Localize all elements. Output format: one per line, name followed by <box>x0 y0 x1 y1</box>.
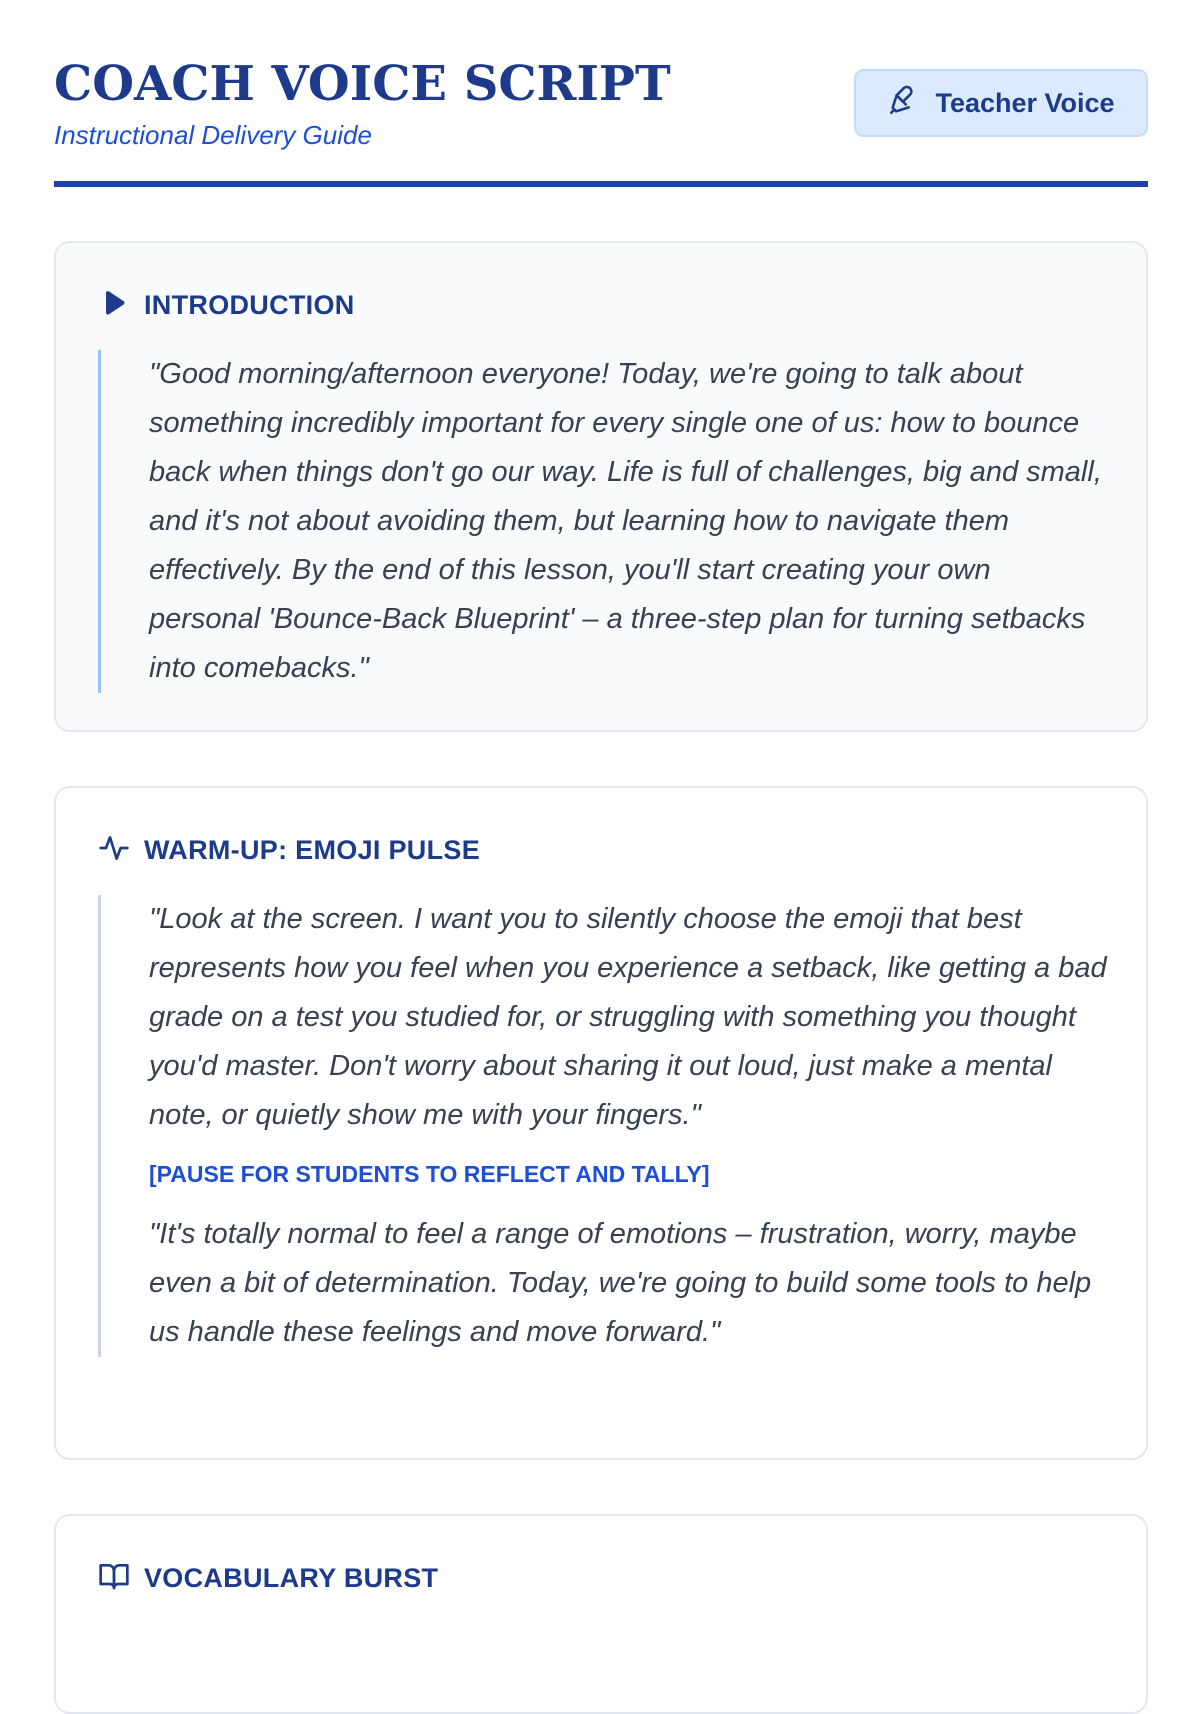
pulse-icon <box>98 832 130 869</box>
introduction-card <box>54 241 1148 732</box>
warm-up-quote-2: "It's totally normal to feel a range of emotions – frustration, worry, maybe even a bit of determination. Today, we're going to build some tools to help us handle these feelings and move forward." <box>149 1218 1092 1348</box>
page-header <box>54 0 1148 188</box>
warm-up-title: WARM-UP: EMOJI PULSE <box>144 835 481 865</box>
microphone-icon <box>887 83 921 124</box>
vocabulary-header <box>98 1560 438 1597</box>
warm-up-header <box>98 832 480 869</box>
teacher-voice-label: Teacher Voice <box>935 87 1115 118</box>
introduction-quote-block <box>98 350 1108 693</box>
pause-cue: [PAUSE FOR STUDENTS TO REFLECT AND TALLY] <box>149 1161 710 1187</box>
script-page <box>54 0 1148 1593</box>
play-icon <box>98 287 130 324</box>
warm-up-quote-block <box>98 895 1108 1357</box>
teacher-voice-button[interactable] <box>854 69 1148 137</box>
page-title: COACH VOICE SCRIPT <box>54 56 671 112</box>
introduction-title: INTRODUCTION <box>144 290 355 320</box>
introduction-header <box>98 287 355 324</box>
vocabulary-card <box>54 1514 1148 1714</box>
page-subtitle: Instructional Delivery Guide <box>54 120 372 150</box>
warm-up-card <box>54 786 1148 1460</box>
book-icon <box>98 1560 130 1597</box>
introduction-quote: "Good morning/afternoon everyone! Today, we're going to talk about something incredibly important for every single one of us: how to bounce back when things don't go our way. Life is full of challenges, big and small, and it's not about avoiding them, but learning how to navigate them effectively. By the end of this lesson, you'll start creating your own personal 'Bounce-Back Blueprint' – a three-step plan for turning setbacks into comebacks." <box>149 358 1102 684</box>
warm-up-quote-1: "Look at the screen. I want you to silently choose the emoji that best represents how you feel when you experience a setback, like getting a bad grade on a test you studied for, or struggling with something you thought you'd master. Don't worry about sharing it out loud, just make a mental note, or quietly show me with your fingers." <box>149 903 1107 1131</box>
header-divider <box>54 181 1148 187</box>
vocabulary-title: VOCABULARY BURST <box>144 1563 439 1593</box>
